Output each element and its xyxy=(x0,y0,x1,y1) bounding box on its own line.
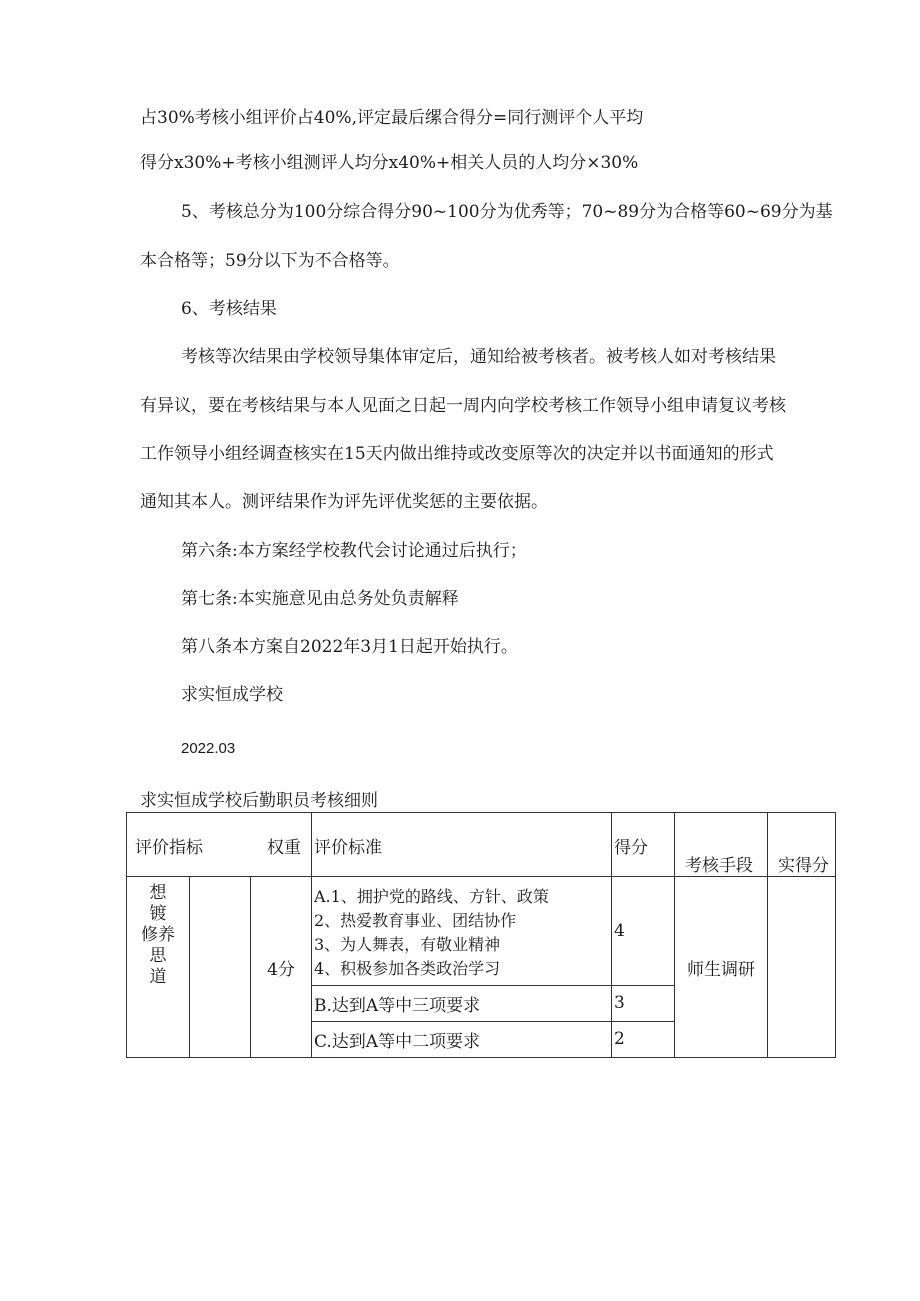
table-title: 求实恒成学校后勤职员考核细则 xyxy=(140,791,378,811)
category-char-4: 思 xyxy=(149,946,167,966)
header-actual: 实得分 xyxy=(768,813,836,877)
header-score: 得分 xyxy=(612,813,675,877)
header-method: 考核手段 xyxy=(675,813,768,877)
category-char-5: 道 xyxy=(149,967,167,987)
paragraph-line-1: 占30%考核小组评价占40%,评定最后缧合得分=同行测评个人平均 xyxy=(140,108,644,128)
category-char-2: 镀 xyxy=(149,904,167,924)
criteria-c-cell: C.达到A等中二项要求 xyxy=(312,1021,612,1057)
criteria-a-item-4: 4、积极参加各类政治学习 xyxy=(314,959,501,978)
school-signature: 求实恒成学校 xyxy=(181,685,283,705)
criteria-a-cell xyxy=(312,877,612,986)
method-cell: 师生调研 xyxy=(675,877,768,1058)
category-char-3: 修养 xyxy=(141,925,175,945)
criteria-b-cell: B.达到A等中三项要求 xyxy=(312,985,612,1021)
paragraph-line-2: 得分x30%+考核小组测评人均分x40%+相关人员的人均分×30% xyxy=(140,153,639,173)
article-six: 第六条:本方案经学校教代会讨论通过后执行； xyxy=(181,541,527,561)
article-seven: 第七条:本实施意见由总务处负责解释 xyxy=(181,589,459,609)
weight-cell: 4分 xyxy=(251,877,312,1058)
actual-score-cell xyxy=(768,877,836,1058)
table-header-row xyxy=(127,813,836,877)
score-b-cell: 3 xyxy=(612,985,675,1021)
score-a-cell: 4 xyxy=(612,877,675,986)
paragraph-line-9: 通知其本人。测评结果作为评先评优奖惩的主要依据。 xyxy=(140,492,548,512)
criteria-a-item-1: A.1、拥护党的路线、方针、政策 xyxy=(314,887,549,906)
header-standard: 权重 评价标准 xyxy=(312,813,612,877)
article-eight: 第八条本方案自2022年3月1日起开始执行。 xyxy=(181,637,518,657)
paragraph-line-4: 本合格等；59分以下为不合格等。 xyxy=(140,251,400,271)
paragraph-line-3: 5、考核总分为100分综合得分90~100分为优秀等；70~89分为合格等60~69分为基 xyxy=(181,202,833,222)
score-c-cell: 2 xyxy=(612,1021,675,1057)
paragraph-line-8: 工作领导小组经调查核实在15天内做出维持或改变原等次的决定并以书面通知的形式 xyxy=(140,444,774,464)
category-cell xyxy=(127,877,190,1058)
signature-date: 2022.03 xyxy=(181,740,236,757)
header-indicator: 评价指标 xyxy=(127,813,312,877)
category-char-1: 想 xyxy=(149,883,167,903)
criteria-a-item-3: 3、为人舞表，有敬业精神 xyxy=(314,935,501,954)
section-heading-results: 6、考核结果 xyxy=(181,299,277,319)
paragraph-line-7: 有异议，要在考核结果与本人见面之日起一周内向学校考核工作领导小组申请复议考核 xyxy=(140,396,786,416)
assessment-table xyxy=(126,812,836,1058)
criteria-a-item-2: 2、热爱教育事业、团结协作 xyxy=(314,911,517,930)
table-row-a xyxy=(127,877,836,986)
header-weight: 权重 xyxy=(267,838,301,858)
subcategory-cell xyxy=(190,877,251,1058)
paragraph-line-6: 考核等次结果由学校领导集体审定后，通知给被考核者。被考核人如对考核结果 xyxy=(181,347,776,367)
